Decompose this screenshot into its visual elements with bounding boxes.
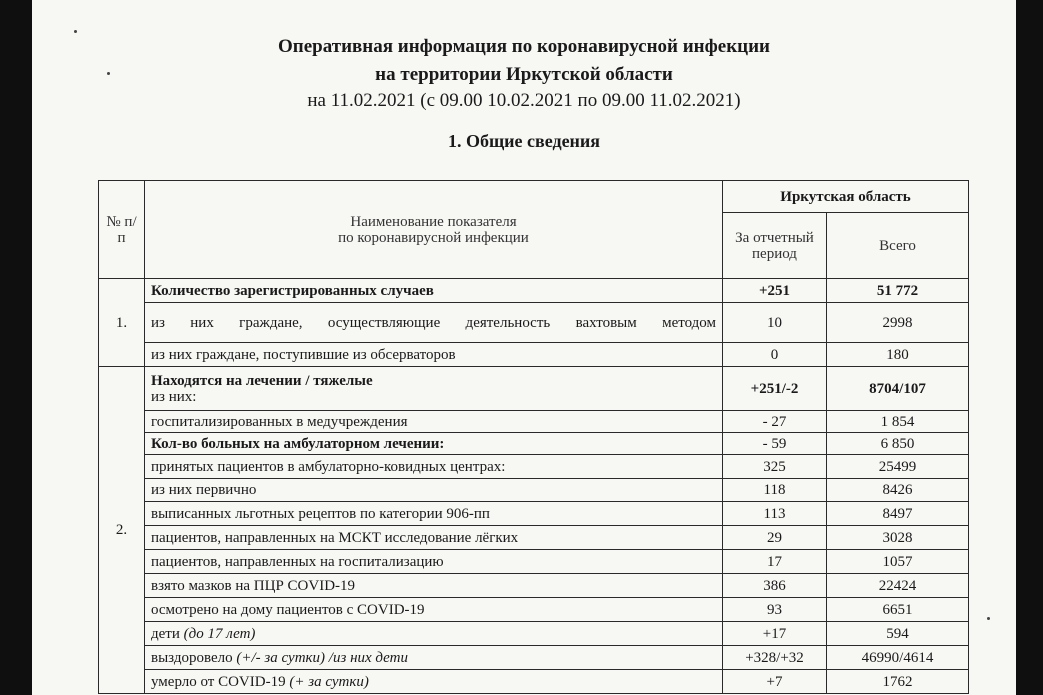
- row-total: 180: [827, 343, 969, 367]
- row-total: 3028: [827, 526, 969, 550]
- row-period: - 27: [723, 411, 827, 433]
- header-period: За отчетный период: [723, 213, 827, 279]
- row-total: 8497: [827, 502, 969, 526]
- row-name: из них граждане, осуществляющие деятельность вахтовым методом: [145, 303, 723, 343]
- row-total: 25499: [827, 455, 969, 479]
- row-name-tail: /из них дети: [328, 649, 408, 666]
- row-name: [145, 367, 723, 411]
- row-total: 46990/4614: [827, 646, 969, 670]
- row-name: [145, 670, 723, 694]
- doc-title-line2: на территории Иркутской области: [375, 64, 673, 85]
- header-indicator-line2: по коронавирусной инфекции: [338, 229, 529, 246]
- row-name: из них граждане, поступившие из обсерваторов: [145, 343, 723, 367]
- scan-speck: [987, 617, 990, 620]
- row-total: 1057: [827, 550, 969, 574]
- row-period: +251/-2: [723, 367, 827, 411]
- row-total: 2998: [827, 303, 969, 343]
- row-total: 8704/107: [827, 367, 969, 411]
- doc-title-line1: Оперативная информация по коронавирусной инфекции: [278, 36, 770, 57]
- row-period: +17: [723, 622, 827, 646]
- row-name-note: (+/- за сутки): [236, 649, 326, 666]
- row-name-sub: из них:: [151, 388, 197, 405]
- row-total: 1762: [827, 670, 969, 694]
- header-indicator: [145, 181, 723, 279]
- header-total: Всего: [827, 213, 969, 279]
- row-total: 1 854: [827, 411, 969, 433]
- row-period: +7: [723, 670, 827, 694]
- header-num: № п/п: [99, 181, 145, 279]
- row-total: 594: [827, 622, 969, 646]
- row-period: +251: [723, 279, 827, 303]
- row-name: Количество зарегистрированных случаев: [145, 279, 723, 303]
- group-number: 1.: [99, 279, 145, 367]
- row-name: выписанных льготных рецептов по категории 906-пп: [145, 502, 723, 526]
- row-total: 8426: [827, 479, 969, 502]
- header-region: Иркутская область: [723, 181, 969, 213]
- row-period: 0: [723, 343, 827, 367]
- row-name-note: (до 17 лет): [183, 625, 256, 642]
- row-total: 6651: [827, 598, 969, 622]
- doc-date-range: на 11.02.2021 (с 09.00 10.02.2021 по 09.00 11.02.2021): [307, 90, 741, 111]
- row-period: 386: [723, 574, 827, 598]
- row-name: Кол-во больных на амбулаторном лечении:: [145, 433, 723, 455]
- row-period: 325: [723, 455, 827, 479]
- row-name-main: дети: [151, 625, 180, 642]
- header-indicator-line1: Наименование показателя: [350, 213, 517, 230]
- row-period: +328/+32: [723, 646, 827, 670]
- row-name: госпитализированных в медучреждения: [145, 411, 723, 433]
- row-name: осмотрено на дому пациентов с COVID-19: [145, 598, 723, 622]
- row-name-main: выздоровело: [151, 649, 233, 666]
- row-name: пациентов, направленных на госпитализацию: [145, 550, 723, 574]
- stats-table: [98, 180, 969, 694]
- row-period: 113: [723, 502, 827, 526]
- row-period: - 59: [723, 433, 827, 455]
- row-name-main: Находятся на лечении / тяжелые: [151, 372, 373, 389]
- row-name-note: (+ за сутки): [289, 673, 369, 690]
- group-number: 2.: [99, 367, 145, 694]
- row-period: 17: [723, 550, 827, 574]
- row-period: 10: [723, 303, 827, 343]
- row-name: принятых пациентов в амбулаторно-ковидных центрах:: [145, 455, 723, 479]
- row-total: 51 772: [827, 279, 969, 303]
- section-title: 1. Общие сведения: [447, 131, 601, 151]
- document-page: [32, 0, 1016, 695]
- row-total: 6 850: [827, 433, 969, 455]
- row-name: пациентов, направленных на МСКТ исследование лёгких: [145, 526, 723, 550]
- row-total: 22424: [827, 574, 969, 598]
- row-period: 93: [723, 598, 827, 622]
- scan-speck: [74, 30, 77, 33]
- row-name: взято мазков на ПЦР COVID-19: [145, 574, 723, 598]
- row-period: 118: [723, 479, 827, 502]
- row-name: [145, 646, 723, 670]
- row-name: [145, 622, 723, 646]
- row-period: 29: [723, 526, 827, 550]
- row-name-main: умерло от COVID-19: [151, 673, 286, 690]
- row-name: из них первично: [145, 479, 723, 502]
